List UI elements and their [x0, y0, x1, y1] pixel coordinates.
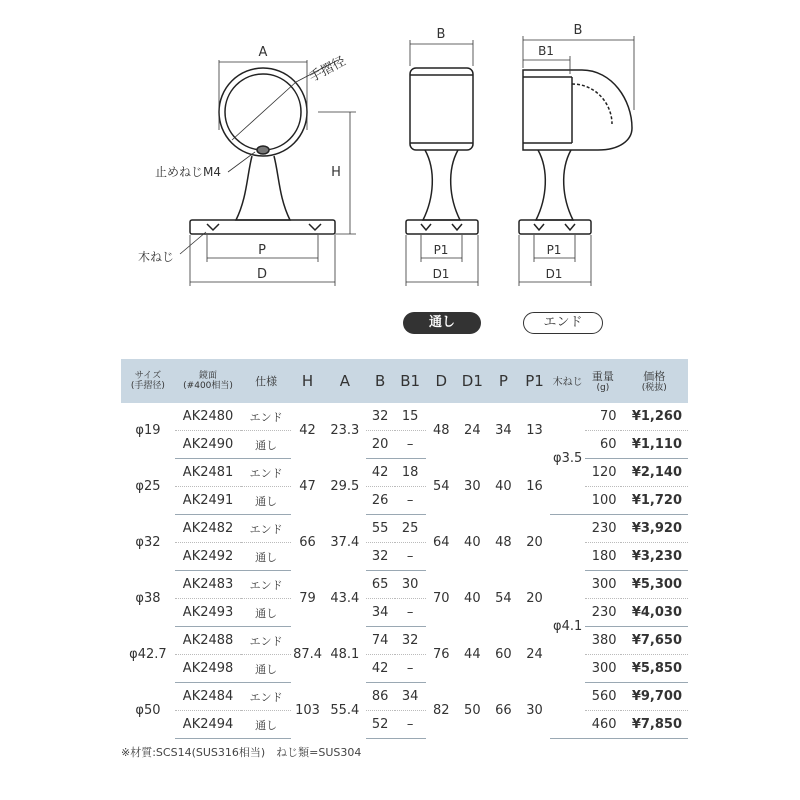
dim-label-D: D	[256, 267, 268, 282]
table-row	[121, 599, 688, 627]
B-cell: 34	[366, 599, 395, 627]
size-cell: φ38	[135, 591, 161, 606]
P1-cell: 16	[526, 479, 543, 494]
B1-cell: 18	[395, 459, 426, 487]
variant-through-label: 通し	[403, 312, 481, 334]
technical-drawings	[0, 0, 800, 300]
B-cell: 86	[366, 683, 395, 711]
model-cell: AK2488	[175, 627, 241, 655]
A-cell: 23.3	[330, 423, 360, 439]
spec-cell: 通し	[241, 599, 291, 627]
through-view-drawing	[406, 68, 478, 234]
B-cell: 55	[366, 515, 395, 543]
D1-cell: 40	[464, 591, 481, 606]
model-cell: AK2492	[175, 543, 241, 571]
weight-cell: 300	[585, 571, 620, 599]
B1-cell: 15	[395, 403, 426, 431]
spec-cell: エンド	[241, 459, 291, 487]
H-cell: 66	[299, 535, 316, 550]
table-row	[121, 571, 688, 599]
weight-cell: 300	[585, 655, 620, 683]
table-header-row	[121, 359, 688, 403]
spec-cell: エンド	[241, 515, 291, 543]
handrail-diameter-label: 手摺径	[306, 53, 349, 86]
wood-screw-label: 木ねじ	[138, 250, 175, 264]
spec-table	[121, 359, 688, 739]
B-cell: 26	[366, 487, 395, 515]
P1-cell: 30	[526, 703, 543, 718]
model-cell: AK2481	[175, 459, 241, 487]
A-cell: 29.5	[330, 479, 360, 494]
weight-cell: 100	[585, 487, 620, 515]
P-cell: 40	[495, 479, 512, 494]
D-cell: 54	[432, 479, 450, 494]
H-cell: 87.4	[293, 647, 323, 662]
dim-label-D1-end: D1	[545, 267, 563, 281]
B1-cell: 25	[395, 515, 426, 543]
size-cell: φ19	[135, 423, 161, 439]
H-cell: 42	[299, 423, 316, 439]
price-cell: ¥1,720	[621, 487, 688, 515]
header-B1: B1	[395, 359, 426, 403]
B-cell: 65	[366, 571, 395, 599]
table-row	[121, 543, 688, 571]
A-cell: 48.1	[330, 647, 360, 662]
price-cell: ¥1,260	[621, 403, 688, 431]
B1-cell: –	[395, 655, 426, 683]
A-cell: 55.4	[330, 703, 360, 718]
table-row	[121, 403, 688, 431]
H-cell: 79	[299, 591, 316, 606]
A-cell: 43.4	[330, 591, 360, 606]
header-size: サイズ (手摺径)	[121, 359, 175, 403]
price-cell: ¥3,230	[621, 543, 688, 571]
weight-cell: 380	[585, 627, 620, 655]
set-screw-label: 止めねじM4	[155, 165, 221, 179]
model-cell: AK2490	[175, 431, 241, 459]
B1-cell: –	[395, 487, 426, 515]
B-cell: 20	[366, 431, 395, 459]
model-cell: AK2482	[175, 515, 241, 543]
dim-label-B-through: B	[436, 27, 446, 42]
P-cell: 48	[495, 535, 512, 550]
D1-cell: 24	[464, 423, 481, 439]
header-A: A	[324, 359, 365, 403]
weight-cell: 70	[585, 403, 620, 431]
weight-cell: 230	[585, 515, 620, 543]
D-cell: 70	[432, 591, 450, 606]
spec-table-body	[121, 403, 688, 739]
D-cell: 48	[432, 423, 450, 439]
table-row	[121, 487, 688, 515]
wood-screw-cell: φ3.5	[550, 403, 585, 515]
dim-label-P1-end: P1	[546, 243, 562, 257]
wood-screw-cell: φ4.1	[550, 515, 585, 739]
B1-cell: –	[395, 599, 426, 627]
table-row	[121, 459, 688, 487]
dim-label-H: H	[331, 165, 341, 180]
B1-cell: –	[395, 543, 426, 571]
P1-cell: 13	[526, 423, 543, 439]
table-row	[121, 683, 688, 711]
weight-cell: 230	[585, 599, 620, 627]
B-cell: 42	[366, 459, 395, 487]
A-cell: 37.4	[330, 535, 360, 550]
B-cell: 74	[366, 627, 395, 655]
dim-label-P: P	[258, 243, 266, 258]
model-cell: AK2493	[175, 599, 241, 627]
header-B: B	[366, 359, 395, 403]
weight-cell: 60	[585, 431, 620, 459]
H-cell: 47	[299, 479, 316, 494]
P1-cell: 24	[526, 647, 543, 662]
D-cell: 82	[432, 703, 450, 718]
P-cell: 34	[495, 423, 512, 439]
dim-label-B1-end: B1	[538, 44, 554, 58]
header-D1: D1	[457, 359, 488, 403]
D-cell: 76	[432, 647, 450, 662]
spec-cell: エンド	[241, 571, 291, 599]
P-cell: 60	[495, 647, 512, 662]
spec-cell: 通し	[241, 431, 291, 459]
P-cell: 54	[495, 591, 512, 606]
B1-cell: 30	[395, 571, 426, 599]
model-cell: AK2498	[175, 655, 241, 683]
dim-label-P1-through: P1	[433, 243, 449, 257]
B-cell: 32	[366, 403, 395, 431]
variant-end-label: エンド	[523, 312, 603, 334]
spec-cell: エンド	[241, 627, 291, 655]
price-cell: ¥3,920	[621, 515, 688, 543]
side-view-drawing	[190, 68, 335, 234]
spec-cell: エンド	[241, 683, 291, 711]
header-model: 鏡面 (#400相当)	[175, 359, 241, 403]
header-P1: P1	[519, 359, 550, 403]
header-D: D	[426, 359, 457, 403]
model-cell: AK2483	[175, 571, 241, 599]
D1-cell: 30	[464, 479, 481, 494]
header-P: P	[488, 359, 519, 403]
model-cell: AK2484	[175, 683, 241, 711]
price-cell: ¥1,110	[621, 431, 688, 459]
size-cell: φ42.7	[129, 647, 167, 662]
end-view-drawing	[519, 70, 632, 234]
B1-cell: –	[395, 431, 426, 459]
B1-cell: 34	[395, 683, 426, 711]
weight-cell: 120	[585, 459, 620, 487]
D-cell: 64	[432, 535, 450, 550]
size-cell: φ25	[135, 479, 161, 494]
B-cell: 42	[366, 655, 395, 683]
price-cell: ¥4,030	[621, 599, 688, 627]
spec-cell: 通し	[241, 487, 291, 515]
spec-cell: 通し	[241, 543, 291, 571]
H-cell: 103	[295, 703, 320, 718]
table-row	[121, 655, 688, 683]
spec-cell: 通し	[241, 655, 291, 683]
table-row	[121, 627, 688, 655]
table-row	[121, 431, 688, 459]
spec-cell: 通し	[241, 711, 291, 739]
D1-cell: 40	[464, 535, 481, 550]
header-weight: 重量 (g)	[585, 359, 620, 403]
B-cell: 52	[366, 711, 395, 739]
dim-label-D1-through: D1	[432, 267, 450, 281]
header-wood-screw: 木ねじ	[550, 359, 585, 403]
table-row	[121, 711, 688, 739]
end-view-dimensions	[519, 36, 634, 286]
B-cell: 32	[366, 543, 395, 571]
price-cell: ¥2,140	[621, 459, 688, 487]
model-cell: AK2480	[175, 403, 241, 431]
P1-cell: 20	[526, 591, 543, 606]
B1-cell: 32	[395, 627, 426, 655]
weight-cell: 180	[585, 543, 620, 571]
model-cell: AK2491	[175, 487, 241, 515]
price-cell: ¥5,300	[621, 571, 688, 599]
weight-cell: 460	[585, 711, 620, 739]
P-cell: 66	[495, 703, 512, 718]
header-spec: 仕様	[241, 359, 291, 403]
size-cell: φ50	[135, 703, 161, 718]
price-cell: ¥7,650	[621, 627, 688, 655]
dim-label-B-end: B	[573, 23, 583, 38]
dim-label-A: A	[258, 45, 268, 60]
B1-cell: –	[395, 711, 426, 739]
price-cell: ¥5,850	[621, 655, 688, 683]
spec-cell: エンド	[241, 403, 291, 431]
model-cell: AK2494	[175, 711, 241, 739]
price-cell: ¥9,700	[621, 683, 688, 711]
header-price: 価格 (税抜)	[621, 359, 688, 403]
D1-cell: 44	[464, 647, 481, 662]
price-cell: ¥7,850	[621, 711, 688, 739]
D1-cell: 50	[464, 703, 481, 718]
P1-cell: 20	[526, 535, 543, 550]
table-row	[121, 515, 688, 543]
header-H: H	[291, 359, 324, 403]
material-footnote: ※材質:SCS14(SUS316相当) ねじ類=SUS304	[121, 746, 362, 759]
size-cell: φ32	[135, 535, 161, 550]
weight-cell: 560	[585, 683, 620, 711]
